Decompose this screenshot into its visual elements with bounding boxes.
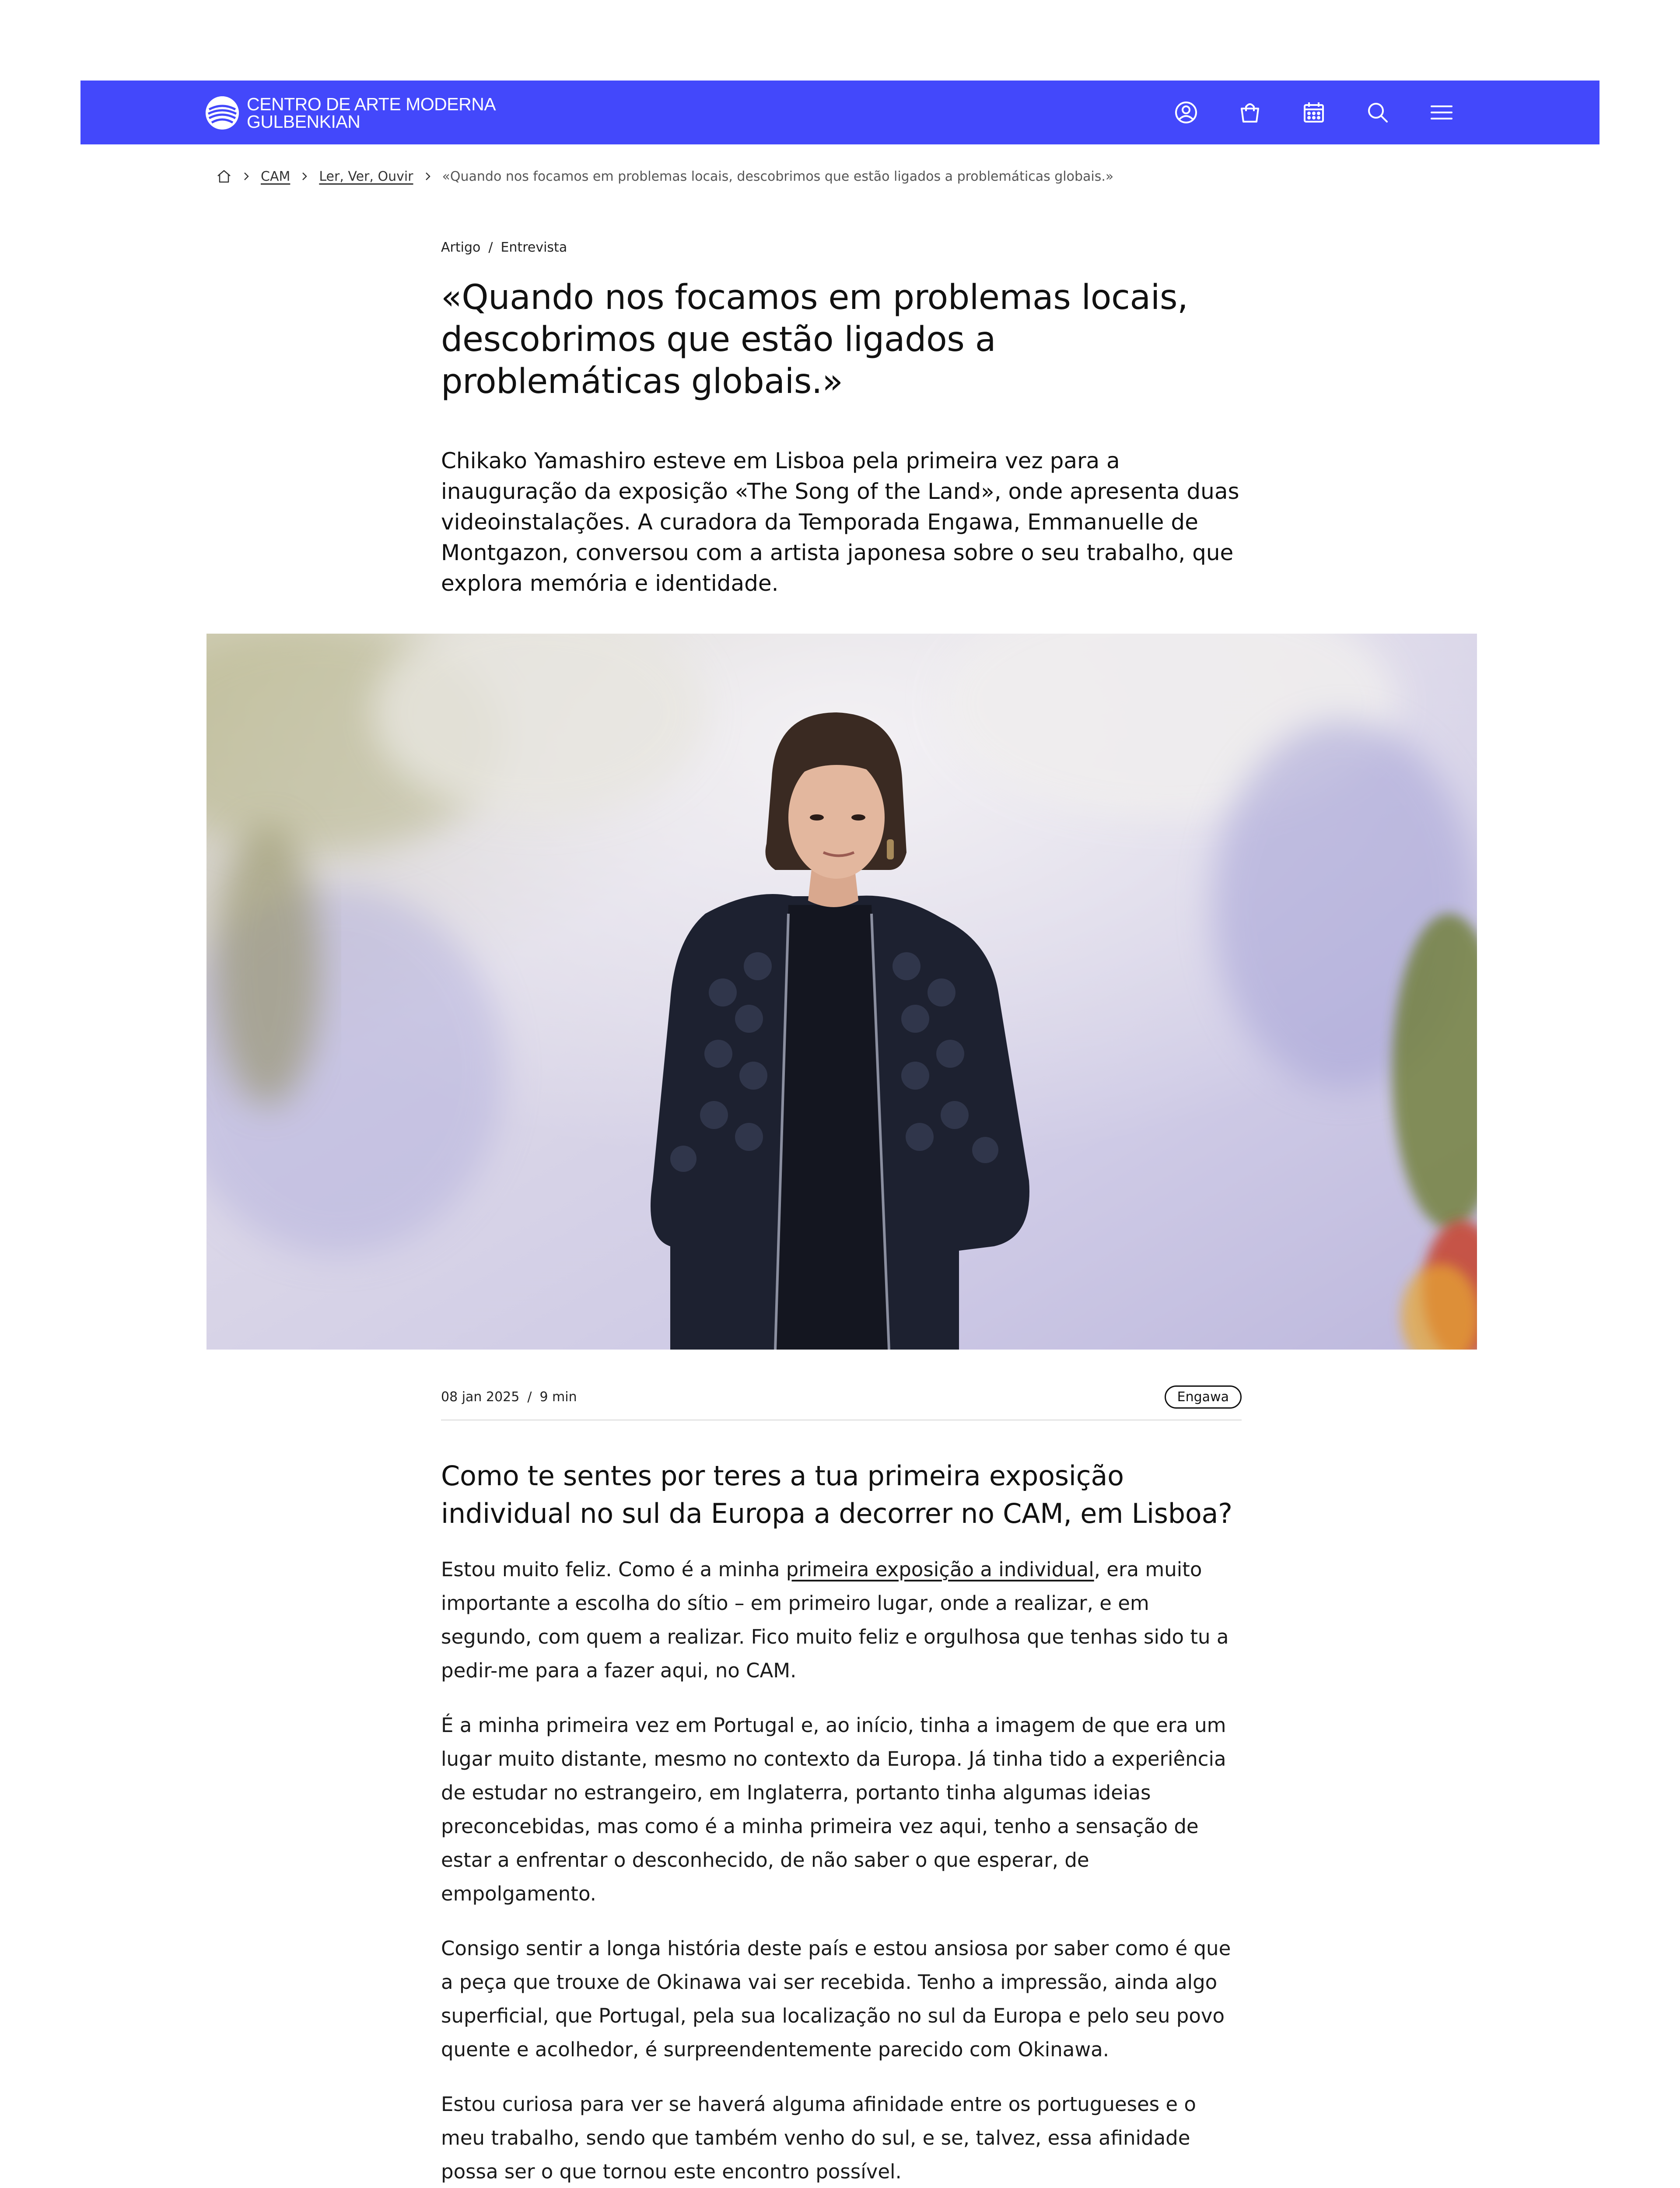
home-icon[interactable] <box>216 168 232 184</box>
paragraph <box>441 1553 1242 1687</box>
search-icon[interactable] <box>1366 101 1390 124</box>
inline-link[interactable]: primeira exposição a individual <box>786 1558 1094 1581</box>
article-category: Artigo / Entrevista <box>441 240 567 255</box>
article-type[interactable]: Artigo <box>441 240 481 255</box>
article-body <box>441 1553 1242 2188</box>
menu-icon[interactable] <box>1430 101 1453 124</box>
gulbenkian-logo-icon <box>206 96 239 130</box>
article-read-time: 9 min <box>539 1389 577 1405</box>
hero-photo <box>206 634 1477 1350</box>
paragraph: É a minha primeira vez em Portugal e, ao início, tinha a imagem de que era um lugar muito distante, mesmo no contexto da Europa. Já tinha tido a experiência de estudar no estrangeiro, em Inglaterra, portanto tinha algumas ideias preconcebidas, mas como é a minha primeira vez aqui, tenho a sensação de estar a enfrentar o desconhecido, de não saber o que esperar, de empolgamento. <box>441 1714 1226 1905</box>
calendar-icon[interactable] <box>1302 101 1326 124</box>
paragraph: Consigo sentir a longa história deste país e estou ansiosa por saber como é que a peça que trouxe de Okinawa vai ser recebida. Tenho a impressão, ainda algo superficial, que Portugal, pela sua localização no sul da Europa e pelo seu povo quente e acolhedor, é surpreendentemente parecido com Okinawa. <box>441 1937 1231 2061</box>
article-subtype[interactable]: Entrevista <box>500 240 567 255</box>
article-meta-info: 08 jan 2025 / 9 min <box>441 1389 577 1405</box>
article-date: 08 jan 2025 <box>441 1389 520 1405</box>
header-actions <box>1174 81 1453 144</box>
article-meta <box>441 1378 1242 1420</box>
interview-question: Como te sentes por teres a tua primeira exposição individual no sul da Europa a decorrer no CAM, em Lisboa? <box>441 1460 1232 1529</box>
paragraph-text: , era muito importante a escolha do sítio – em primeiro lugar, onde a realizar, e em segundo, com quem a realizar. Fico muito feliz e orgulhosa que tenhas sido tu a pedir-me para a fazer aqui, no CAM. <box>441 1558 1229 1682</box>
breadcrumb-current: «Quando nos focamos em problemas locais, descobrimos que estão ligados a problemáticas globais.» <box>442 168 1114 184</box>
breadcrumb-link-cam[interactable]: CAM <box>261 168 290 184</box>
page-title: «Quando nos focamos em problemas locais, descobrimos que estão ligados a problemáticas globais.» <box>441 278 1188 401</box>
account-icon[interactable] <box>1174 101 1198 124</box>
bag-icon[interactable] <box>1238 101 1262 124</box>
chevron-right-icon <box>300 172 309 181</box>
tag-badge[interactable]: Engawa <box>1165 1385 1242 1409</box>
paragraph: Estou curiosa para ver se haverá alguma afinidade entre os portugueses e o meu trabalho, sendo que também venho do sul, e se, talvez, essa afinidade possa ser o que tornou este encontro possível. <box>441 2093 1196 2183</box>
brand-name <box>247 95 496 130</box>
brand-logo-link[interactable] <box>206 95 496 130</box>
chevron-right-icon <box>242 172 251 181</box>
site-header <box>80 81 1600 144</box>
brand-name-line1: CENTRO DE ARTE MODERNA <box>247 94 496 114</box>
breadcrumb-link-ler-ver-ouvir[interactable]: Ler, Ver, Ouvir <box>319 168 413 184</box>
chevron-right-icon <box>423 172 433 181</box>
article-lead: Chikako Yamashiro esteve em Lisboa pela primeira vez para a inauguração da exposição «The Song of the Land», onde apresenta duas videoinstalações. A curadora da Temporada Engawa, Emmanuelle de Montgazon, conversou com a artista japonesa sobre o seu trabalho, que explora memória e identidade. <box>441 448 1239 596</box>
breadcrumb <box>216 165 1113 188</box>
brand-name-line2: GULBENKIAN <box>247 112 360 132</box>
paragraph-text: Estou muito feliz. Como é a minha <box>441 1558 786 1581</box>
